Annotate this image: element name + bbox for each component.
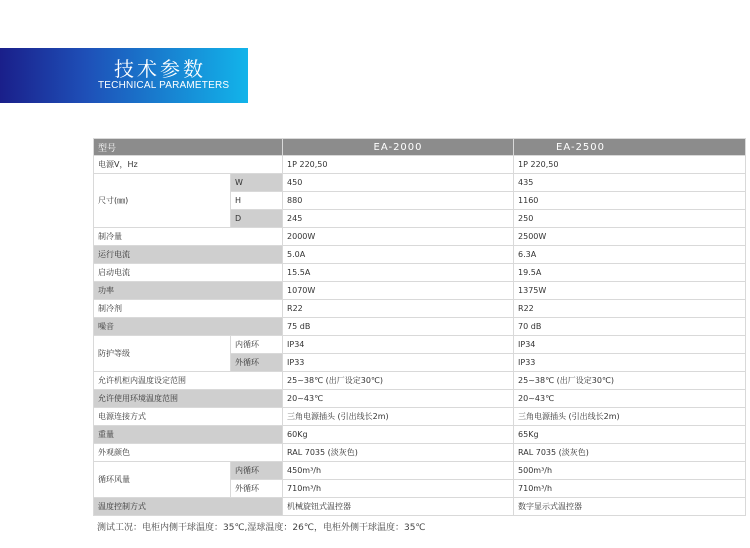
header-label: 型号	[94, 139, 283, 156]
cell-ea2000: 1070W	[283, 282, 514, 300]
row-sublabel: W	[231, 174, 283, 192]
row-sublabel: D	[231, 210, 283, 228]
row-sublabel: 外循环	[231, 480, 283, 498]
row-sublabel: 内循环	[231, 462, 283, 480]
cell-ea2500: 6.3A	[514, 246, 746, 264]
row-label: 防护等级	[94, 336, 231, 372]
cell-ea2500: 1160	[514, 192, 746, 210]
cell-ea2000: 5.0A	[283, 246, 514, 264]
table-row	[94, 282, 746, 300]
table-row	[94, 372, 746, 390]
cell-ea2500: 500m³/h	[514, 462, 746, 480]
table-row	[94, 318, 746, 336]
model-ea2000: EA-2000	[283, 139, 514, 156]
cell-ea2500: 数字显示式温控器	[514, 498, 746, 516]
spec-table	[93, 138, 746, 516]
cell-ea2000: RAL 7035 (淡灰色)	[283, 444, 514, 462]
cell-ea2000: 450	[283, 174, 514, 192]
row-label: 允许机柜内温度设定范围	[94, 372, 283, 390]
row-label: 运行电流	[94, 246, 283, 264]
cell-ea2000: 60Kg	[283, 426, 514, 444]
table-row	[94, 300, 746, 318]
row-label: 允许使用环境温度范围	[94, 390, 283, 408]
cell-ea2000: 880	[283, 192, 514, 210]
cell-ea2000: R22	[283, 300, 514, 318]
table-row	[94, 336, 746, 354]
row-label: 温度控制方式	[94, 498, 283, 516]
table-row	[94, 228, 746, 246]
table-row	[94, 426, 746, 444]
table-row	[94, 462, 746, 480]
cell-ea2500: 三角电源插头 (引出线长2m)	[514, 408, 746, 426]
row-label: 电源连接方式	[94, 408, 283, 426]
cell-ea2000: 2000W	[283, 228, 514, 246]
row-label: 电源V，Hz	[94, 156, 283, 174]
table-row	[94, 390, 746, 408]
cell-ea2000: IP33	[283, 354, 514, 372]
cell-ea2000: 机械旋钮式温控器	[283, 498, 514, 516]
row-sublabel: 外循环	[231, 354, 283, 372]
cell-ea2500: RAL 7035 (淡灰色)	[514, 444, 746, 462]
table-row	[94, 174, 746, 192]
cell-ea2500: 19.5A	[514, 264, 746, 282]
row-label: 尺寸(㎜)	[94, 174, 231, 228]
cell-ea2000: 25~38℃ (出厂设定30℃)	[283, 372, 514, 390]
row-label: 外观颜色	[94, 444, 283, 462]
table-row	[94, 498, 746, 516]
cell-ea2000: 15.5A	[283, 264, 514, 282]
cell-ea2000: 245	[283, 210, 514, 228]
section-title-cn: 技术参数	[114, 57, 206, 81]
table-row	[94, 408, 746, 426]
row-label: 功率	[94, 282, 283, 300]
table-row	[94, 246, 746, 264]
section-banner	[0, 48, 248, 103]
cell-ea2500: R22	[514, 300, 746, 318]
model-ea2500: EA-2500	[514, 139, 746, 156]
cell-ea2000: 20~43℃	[283, 390, 514, 408]
cell-ea2000: 1P 220,50	[283, 156, 514, 174]
cell-ea2500: 25~38℃ (出厂设定30℃)	[514, 372, 746, 390]
cell-ea2500: 1P 220,50	[514, 156, 746, 174]
cell-ea2500: 435	[514, 174, 746, 192]
cell-ea2500: 710m³/h	[514, 480, 746, 498]
cell-ea2500: 65Kg	[514, 426, 746, 444]
row-label: 制冷量	[94, 228, 283, 246]
cell-ea2500: IP34	[514, 336, 746, 354]
row-label: 启动电流	[94, 264, 283, 282]
cell-ea2000: 710m³/h	[283, 480, 514, 498]
cell-ea2500: 250	[514, 210, 746, 228]
table-row	[94, 444, 746, 462]
cell-ea2000: 450m³/h	[283, 462, 514, 480]
cell-ea2000: IP34	[283, 336, 514, 354]
cell-ea2500: 20~43℃	[514, 390, 746, 408]
row-label: 循环风量	[94, 462, 231, 498]
section-title-en: TECHNICAL PARAMETERS	[98, 80, 230, 91]
cell-ea2000: 75 dB	[283, 318, 514, 336]
table-row	[94, 156, 746, 174]
row-sublabel: 内循环	[231, 336, 283, 354]
row-sublabel: H	[231, 192, 283, 210]
cell-ea2500: 70 dB	[514, 318, 746, 336]
table-header-row	[94, 139, 746, 156]
row-label: 制冷剂	[94, 300, 283, 318]
row-label: 重量	[94, 426, 283, 444]
row-label: 噪音	[94, 318, 283, 336]
table-row	[94, 264, 746, 282]
cell-ea2500: 2500W	[514, 228, 746, 246]
cell-ea2500: 1375W	[514, 282, 746, 300]
cell-ea2500: IP33	[514, 354, 746, 372]
cell-ea2000: 三角电源插头 (引出线长2m)	[283, 408, 514, 426]
test-conditions-note: 测试工况：电柜内侧干球温度：35℃,湿球温度：26℃，电柜外侧干球温度：35℃	[97, 523, 426, 533]
